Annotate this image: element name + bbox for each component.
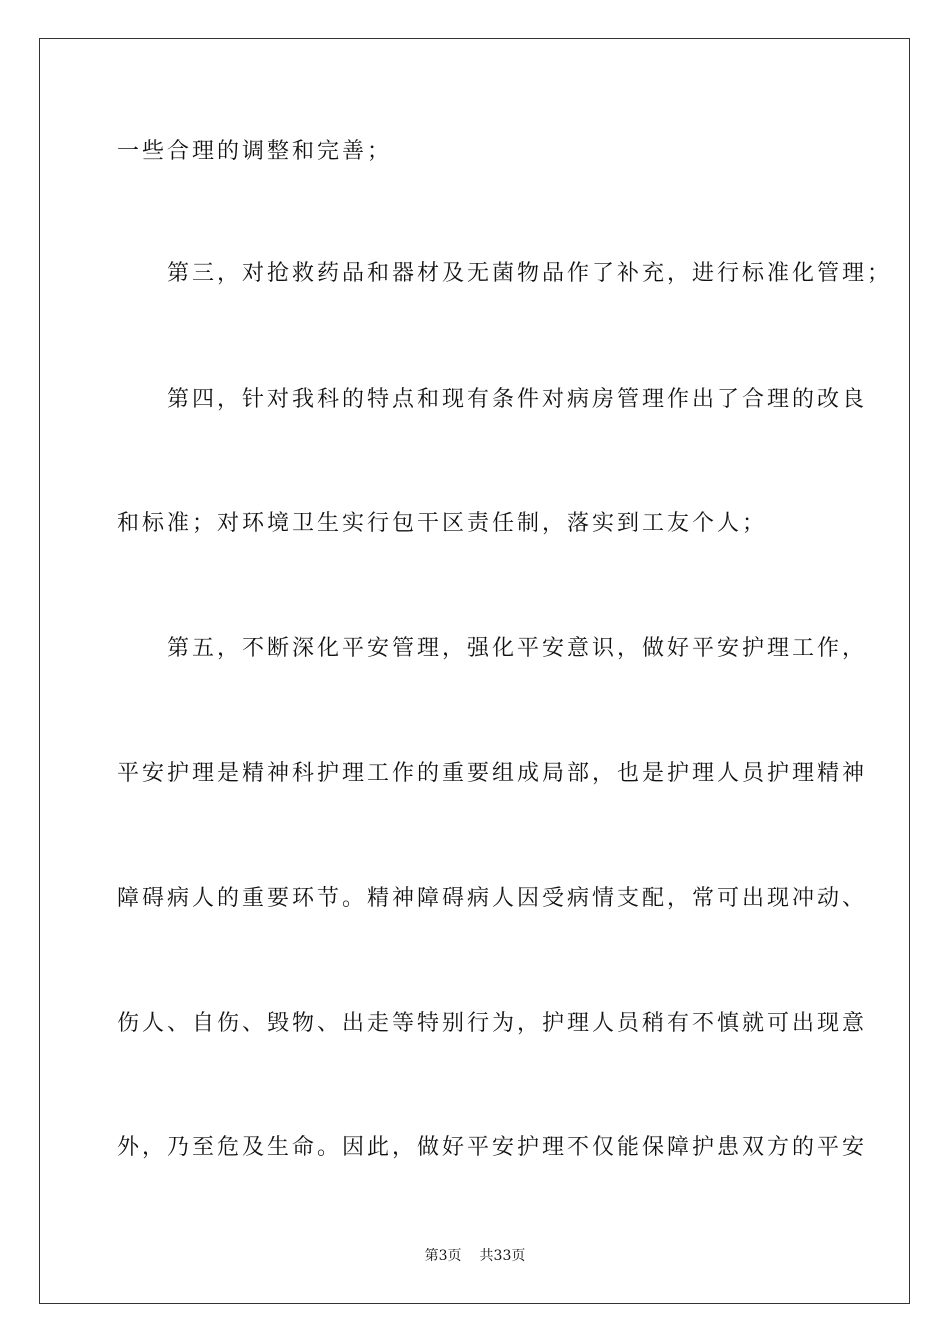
page-number: 第3页 xyxy=(424,1248,462,1264)
body-text-line: 平安护理是精神科护理工作的重要组成局部，也是护理人员护理精神 xyxy=(117,761,868,786)
page-border xyxy=(39,38,910,1304)
page-footer xyxy=(0,1246,950,1266)
body-text-line: 第三，对抢救药品和器材及无菌物品作了补充，进行标准化管理； xyxy=(117,261,893,286)
body-text-line: 第五，不断深化平安管理，强化平安意识，做好平安护理工作， xyxy=(117,636,868,661)
body-text-line: 外，乃至危及生命。因此，做好平安护理不仅能保障护患双方的平安 xyxy=(117,1135,868,1160)
body-text-line: 障碍病人的重要环节。精神障碍病人因受病情支配，常可出现冲动、 xyxy=(117,886,868,911)
body-text-line: 和标准；对环境卫生实行包干区责任制，落实到工友个人； xyxy=(117,511,768,536)
body-text-line: 伤人、自伤、毁物、出走等特别行为，护理人员稍有不慎就可出现意 xyxy=(117,1011,868,1036)
page-total: 共33页 xyxy=(479,1248,526,1264)
body-text-line: 第四，针对我科的特点和现有条件对病房管理作出了合理的改良 xyxy=(117,387,868,412)
body-text-line: 一些合理的调整和完善； xyxy=(117,139,393,164)
